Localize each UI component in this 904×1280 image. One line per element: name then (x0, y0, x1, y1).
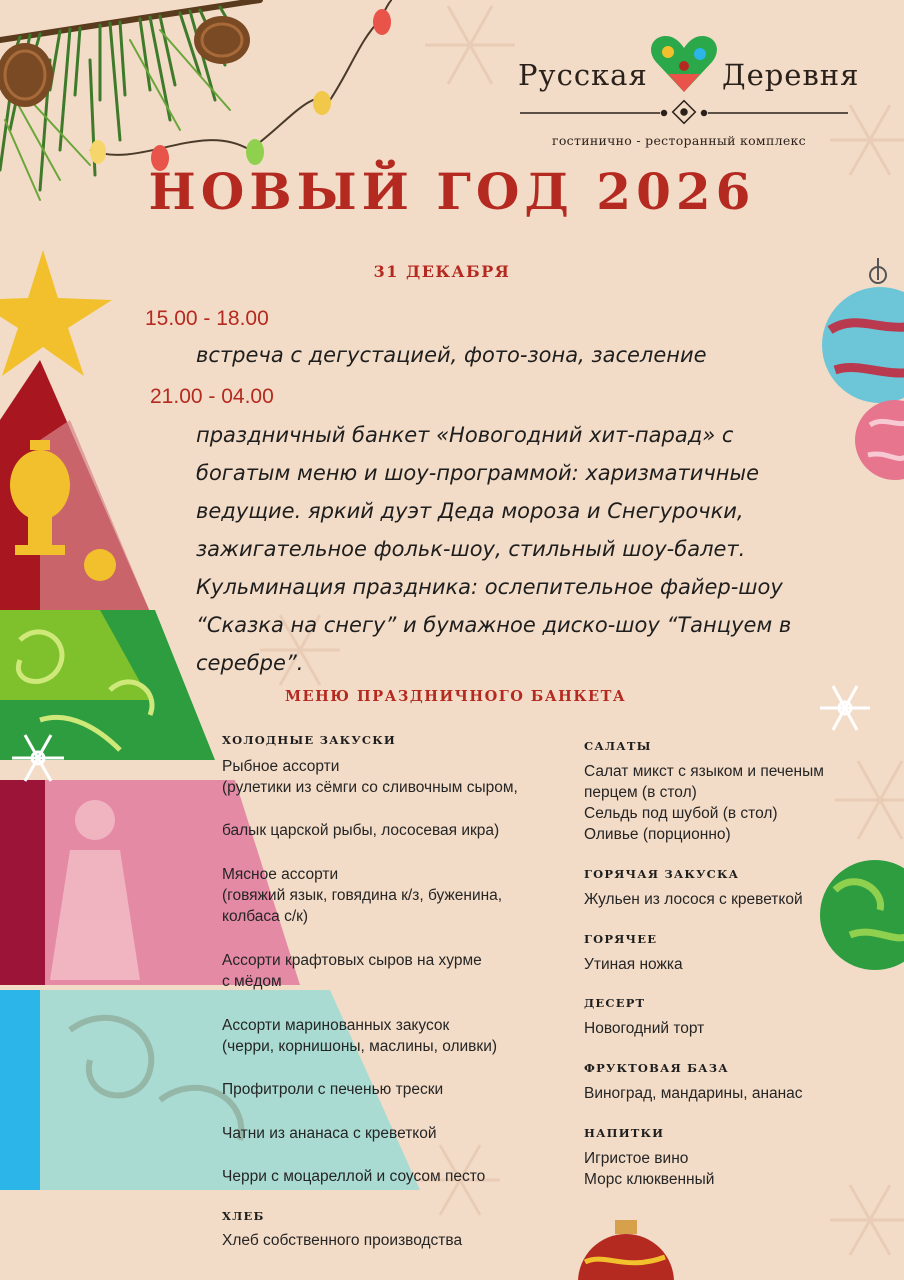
menu-title: МЕНЮ ПРАЗДНИЧНОГО БАНКЕТА (285, 688, 627, 705)
menu-item: Мясное ассорти (говяжий язык, говядина к/з, буженина, колбаса с/к) (222, 866, 503, 925)
event-date: 31 ДЕКАБРЯ (373, 262, 511, 281)
menu-category: ГОРЯЧЕЕ (584, 932, 658, 946)
menu-item: Рыбное ассорти (рулетики из сёмги со сливочным сыром, (222, 758, 518, 796)
menu-item: Салат микст с языком и печеным перцем (в стол) Сельдь под шубой (в стол) Оливье (порционно) (584, 763, 824, 843)
brand-name-left: Русская (518, 58, 648, 92)
ornament-ball-icon (578, 1220, 674, 1280)
menu-category: ХОЛОДНЫЕ ЗАКУСКИ (222, 733, 396, 747)
menu-item: Черри с моцареллой и соусом песто (222, 1168, 486, 1185)
menu-item: Виноград, мандарины, ананас (584, 1085, 803, 1102)
ornament-divider-icon (520, 101, 848, 124)
menu-item: Жульен из лосося с креветкой (584, 891, 803, 908)
schedule-time: 15.00 - 18.00 (145, 307, 269, 330)
schedule-time: 21.00 - 04.00 (150, 385, 274, 408)
menu-category: ХЛЕБ (222, 1209, 265, 1223)
menu-item: Профитроли с печенью трески (222, 1081, 444, 1098)
tree-segment-red-light (40, 420, 150, 612)
brand-subtitle: гостинично - ресторанный комплекс (552, 133, 806, 148)
ornament-ball-icon (820, 860, 904, 970)
menu-item: Ассорти маринованных закусок (черри, корнишоны, маслины, оливки) (222, 1017, 498, 1055)
menu-category: САЛАТЫ (584, 739, 652, 753)
tree-segment-blue-dark (0, 990, 40, 1190)
menu-category: НАПИТКИ (584, 1126, 665, 1140)
menu-category: ГОРЯЧАЯ ЗАКУСКА (584, 867, 740, 881)
menu-item: Ассорти крафтовых сыров на хурме с мёдом (222, 952, 482, 990)
brand-name-right: Деревня (722, 58, 860, 92)
logo-heart-icon (651, 36, 717, 92)
menu-item: балык царской рыбы, лососевая икра) (222, 822, 500, 839)
menu-category: ФРУКТОВАЯ БАЗА (584, 1061, 729, 1075)
schedule-description: встреча с дегустацией, фото-зона, заселение (196, 343, 707, 367)
page-title: НОВЫЙ ГОД 2026 (148, 162, 756, 221)
menu-category: ДЕСЕРТ (584, 996, 646, 1010)
menu-item: Хлеб собственного производства (222, 1232, 463, 1249)
tree-segment-pink-dark (0, 780, 45, 985)
menu-item: Утиная ножка (584, 956, 683, 973)
menu-item: Игристое вино Морс клюквенный (584, 1150, 715, 1188)
menu-item: Новогодний торт (584, 1020, 705, 1037)
schedule-description: праздничный банкет «Новогодний хит-парад» с богатым меню и шоу-программой: харизматичные ведущие. яркий дуэт Деда мороза и Снегурочки, зажигательное фольк-шоу, стильный шоу-балет. Кульминация праздника: ослепительное файер-шоу “Сказка на снегу” и бумажное диско-шоу “Танцуем в серебре”. (196, 423, 792, 675)
menu-item: Чатни из ананаса с креветкой (222, 1125, 437, 1142)
